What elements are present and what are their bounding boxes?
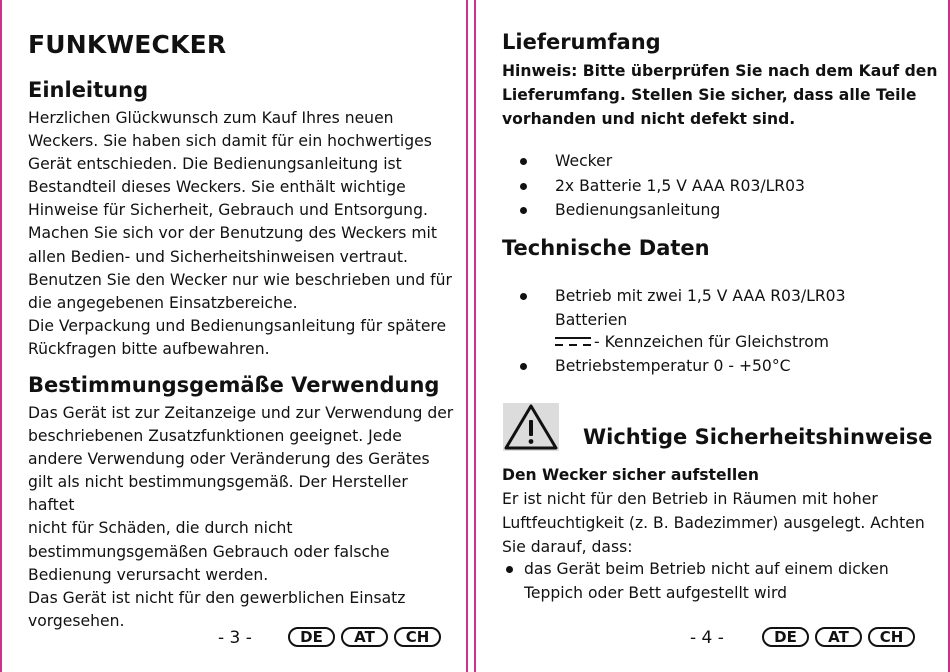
text-line: Benutzen Sie den Wecker nur wie beschrieben und für [28, 270, 452, 289]
scope-note [502, 60, 942, 131]
text-line: Machen Sie sich vor der Benutzung des Weckers mit [28, 224, 437, 243]
bullet-icon [520, 158, 527, 165]
bullet-icon [520, 183, 527, 190]
usage-text [28, 402, 458, 633]
text-line: allen Bedien- und Sicherheitshinweisen vertraut. [28, 247, 408, 266]
bullet-icon [520, 207, 527, 214]
list-item: Bedienungsanleitung [555, 201, 721, 219]
page-number: - 3 - [218, 628, 252, 648]
country-badges [288, 627, 441, 647]
text-line: nicht für Schäden, die durch nicht [28, 519, 293, 538]
warning-icon [503, 403, 559, 451]
scope-heading: Lieferumfang [502, 30, 661, 54]
text-line: Luftfeuchtigkeit (z. B. Badezimmer) ausgelegt. Achten [502, 513, 925, 532]
country-badge-at: AT [341, 627, 388, 647]
right-page [474, 0, 950, 672]
direct-current-icon [555, 336, 591, 348]
setup-text [502, 488, 942, 559]
text-line: Sie darauf, dass: [502, 537, 633, 556]
text-line: Er ist nicht für den Betrieb in Räumen mit hoher [502, 490, 878, 508]
text-line: Gerät entschieden. Die Bedienungsanleitung ist [28, 155, 402, 174]
text-line: Hinweise für Sicherheit, Gebrauch und Entsorgung. [28, 201, 428, 220]
usage-heading: Bestimmungsgemäße Verwendung [28, 373, 440, 397]
text-line: Das Gerät ist nicht für den gewerblichen Einsatz [28, 588, 406, 607]
list-item: Wecker [555, 152, 613, 170]
text-line: Rückfragen bitte aufbewahren. [28, 339, 270, 358]
bullet-icon [506, 566, 513, 573]
bullet-icon [520, 293, 527, 300]
country-badge-ch: CH [394, 627, 441, 647]
text-line: Lieferumfang. Stellen Sie sicher, dass alle Teile [502, 85, 917, 104]
list-item: das Gerät beim Betrieb nicht auf einem dicken [524, 560, 889, 578]
list-item-continuation: Batterien [555, 311, 628, 329]
list-item: 2x Batterie 1,5 V AAA R03/LR03 [555, 177, 805, 195]
country-badge-de: DE [288, 627, 335, 647]
text-line: vorhanden und nicht defekt sind. [502, 109, 796, 128]
intro-text [28, 107, 458, 361]
text-line: beschriebenen Zusatzfunktionen geeignet. Jede [28, 427, 402, 446]
text-line: vorgesehen. [28, 611, 125, 630]
left-page [0, 0, 468, 672]
tech-heading: Technische Daten [502, 236, 710, 260]
safety-heading: Wichtige Sicherheitshinweise [583, 425, 933, 449]
text-line: die angegebenen Einsatzbereiche. [28, 293, 298, 312]
page-number: - 4 - [690, 628, 724, 648]
list-item: Betriebstemperatur 0 - +50°C [555, 357, 791, 375]
text-line: Die Verpackung und Bedienungsanleitung für spätere [28, 316, 447, 335]
country-badges [762, 627, 915, 647]
text-line: bestimmungsgemäßen Gebrauch oder falsche [28, 542, 390, 561]
list-item-continuation: Teppich oder Bett aufgestellt wird [524, 584, 787, 602]
text-line: Hinweis: Bitte überprüfen Sie nach dem Kauf den [502, 62, 938, 80]
setup-subheading: Den Wecker sicher aufstellen [502, 466, 759, 484]
text-line: Bestandteil dieses Weckers. Sie enthält wichtige [28, 178, 406, 197]
text-line: Das Gerät ist zur Zeitanzeige und zur Verwendung der [28, 404, 454, 422]
text-line: Bedienung verursacht werden. [28, 565, 269, 584]
country-badge-ch: CH [868, 627, 915, 647]
bullet-icon [520, 363, 527, 370]
page-title: FUNKWECKER [28, 30, 227, 59]
intro-heading: Einleitung [28, 78, 149, 102]
text-line: Herzlichen Glückwunsch zum Kauf Ihres neuen [28, 109, 394, 127]
country-badge-at: AT [815, 627, 862, 647]
dc-symbol-text: - Kennzeichen für Gleichstrom [594, 333, 829, 351]
text-line: Weckers. Sie haben sich damit für ein hochwertiges [28, 132, 432, 151]
text-line: andere Verwendung oder Veränderung des Gerätes [28, 450, 430, 469]
text-line: gilt als nicht bestimmungsgemäß. Der Hersteller haftet [28, 473, 408, 515]
country-badge-de: DE [762, 627, 809, 647]
list-item: Betrieb mit zwei 1,5 V AAA R03/LR03 [555, 287, 846, 305]
